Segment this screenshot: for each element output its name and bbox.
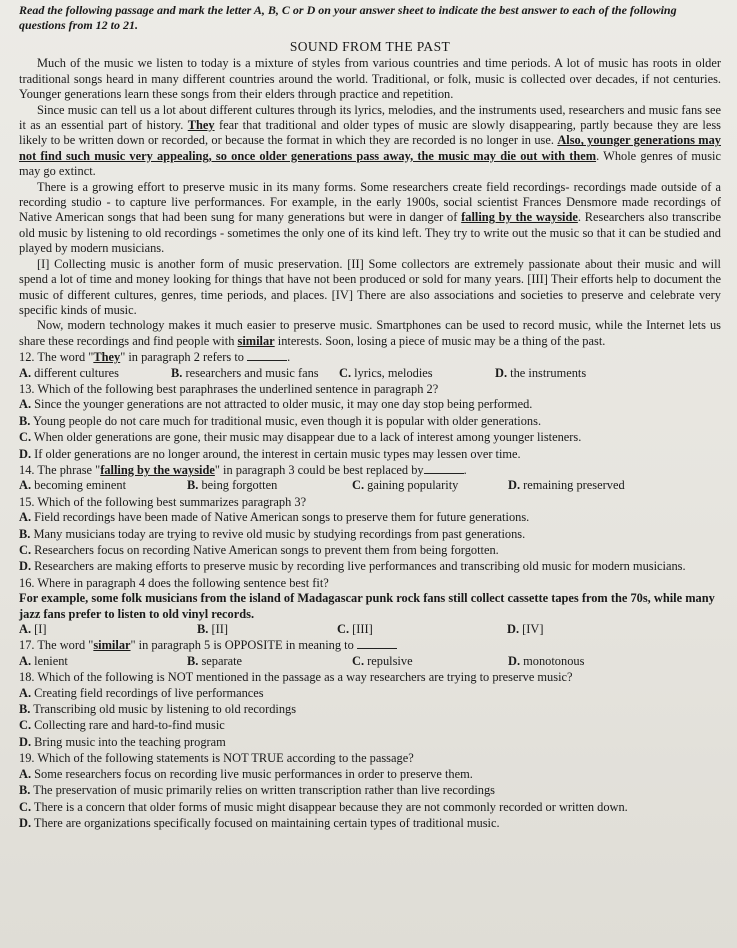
question-stem: .: [287, 350, 291, 365]
question-stem: " in paragraph 3 could be best replaced by: [214, 462, 424, 477]
question-12-options: [19, 366, 721, 381]
paragraph-3: [19, 180, 721, 257]
underlined-word-they: They: [187, 118, 215, 133]
question-14: [19, 463, 721, 478]
option-d[interactable]: D. monotonous: [508, 653, 585, 668]
insert-sentence: For example, some folk musicians from the island of Madagascar punk rock fans still collect cassette tapes from the 70s, while many jazz fans prefer to listen to old vinyl records.: [19, 591, 715, 621]
question-stem: 12. The word ": [19, 350, 94, 365]
answer-blank: [247, 350, 287, 361]
option-c[interactable]: C. gaining popularity: [352, 478, 459, 493]
paragraph-2-text: . Whole genres of music may go extinct.: [19, 148, 721, 179]
question-stem: 17. The word ": [19, 638, 94, 653]
option-b[interactable]: B. separate: [187, 653, 243, 668]
option-b[interactable]: B. [II]: [197, 622, 228, 637]
option-b[interactable]: B. Many musicians today are trying to revive old music by studying recordings from past generations.: [19, 526, 526, 541]
question-14-options: [19, 478, 721, 493]
paragraph-5-text: interests. Soon, losing a piece of music may be a thing of the past.: [274, 333, 606, 348]
question-17: [19, 638, 721, 653]
question-16: 16. Where in paragraph 4 does the following sentence best fit?: [19, 575, 329, 590]
option-a[interactable]: A. different cultures: [19, 365, 119, 380]
option-d[interactable]: D. the instruments: [495, 365, 587, 380]
paragraph-4: [I] Collecting music is another form of music preservation. [II] Some collectors are extremely passionate about their music and will spend a lot of time and money looking for things that have not been produced or sold for many years. [III] Their efforts help to document the music of different cultures, genres, time periods, and places. [IV] There are also associations and societies to preserve and celebrate very specific kinds of music.: [19, 256, 721, 317]
paragraph-2: [19, 103, 721, 180]
option-a[interactable]: A. [I]: [19, 622, 47, 637]
option-b[interactable]: B. being forgotten: [187, 478, 278, 493]
option-c[interactable]: C. There is a concern that older forms of music might disappear because they are not commonly recorded or written down.: [19, 799, 628, 814]
option-d[interactable]: D. Bring music into the teaching program: [19, 734, 226, 749]
question-15: 15. Which of the following best summarizes paragraph 3?: [19, 494, 307, 509]
option-a[interactable]: A. Field recordings have been made of Native American songs to preserve them for future generations.: [19, 510, 530, 525]
instructions: Read the following passage and mark the letter A, B, C or D on your answer sheet to indicate the best answer to each of the following questions from 12 to 21.: [19, 3, 677, 32]
option-b[interactable]: B. Transcribing old music by listening to old recordings: [19, 702, 297, 717]
paragraph-1: Much of the music we listen to today is a mixture of styles from various countries and time periods. A lot of music has roots in older traditional songs heard in many different countries around the world. Traditional, or folk, music is collected over decades, if not centuries. Younger generations learn these songs from their elders through practice and repetition.: [19, 56, 721, 102]
question-stem: .: [463, 462, 467, 477]
question-18: 18. Which of the following is NOT mentioned in the passage as a way researchers are trying to preserve music?: [19, 670, 573, 685]
paragraph-3-text: There is a growing effort to preserve music in its many forms. Some researchers create field recordings- recordings made outside of a recording studio - to capture live performances. For example, in the early 1900s, social scientist Frances Densmore made recordings of Native American songs that had been sung for many generations but were in danger of: [19, 179, 721, 225]
option-d[interactable]: D. [IV]: [507, 622, 544, 637]
question-stem: " in paragraph 2 refers to: [120, 350, 244, 365]
question-keyword: similar: [93, 638, 131, 653]
option-c[interactable]: C. Collecting rare and hard-to-find music: [19, 718, 225, 733]
answer-blank: [424, 463, 464, 474]
paragraph-5-text: Now, modern technology makes it much easier to preserve music. Smartphones can be used to record music, while the Internet lets us share these recordings and find people with: [19, 318, 721, 348]
question-keyword: They: [93, 350, 121, 365]
question-12: [19, 350, 721, 365]
option-c[interactable]: C. When older generations are gone, their music may disappear due to a lack of interest among younger listeners.: [19, 430, 582, 445]
option-a[interactable]: A. Some researchers focus on recording live music performances in order to preserve them.: [19, 766, 473, 781]
underlined-phrase: falling by the wayside: [461, 210, 578, 225]
question-17-options: [19, 654, 721, 669]
option-b[interactable]: B. The preservation of music primarily relies on written transcription rather than live recordings: [19, 783, 495, 798]
option-d[interactable]: D. There are organizations specifically focused on maintaining certain types of traditional music.: [19, 815, 500, 830]
option-a[interactable]: A. Creating field recordings of live performances: [19, 685, 264, 700]
option-a[interactable]: A. lenient: [19, 653, 68, 668]
option-c[interactable]: C. [III]: [337, 622, 373, 637]
question-stem: " in paragraph 5 is OPPOSITE in meaning to: [130, 638, 354, 653]
option-c[interactable]: C. Researchers focus on recording Native American songs to prevent them from being forgotten.: [19, 543, 499, 557]
underlined-sentence: Also, younger generations may not find such music very appealing, so once older generations pass away, the music may die out with them: [19, 133, 721, 163]
option-c[interactable]: C. repulsive: [352, 653, 413, 668]
paragraph-5: [19, 318, 721, 349]
underlined-word-similar: similar: [237, 333, 275, 348]
question-19: 19. Which of the following statements is NOT TRUE according to the passage?: [19, 751, 414, 766]
option-d[interactable]: D. If older generations are no longer around, the interest in certain music types may lessen over time.: [19, 446, 521, 461]
option-d[interactable]: D. Researchers are making efforts to preserve music by recording live performances and transcribing old music for modern musicians.: [19, 559, 686, 574]
option-a[interactable]: A. Since the younger generations are not attracted to older music, it may one day stop being performed.: [19, 397, 533, 412]
question-16-options: [19, 622, 721, 637]
option-b[interactable]: B. Young people do not care much for traditional music, even though it is popular with older generations.: [19, 413, 542, 428]
passage-title: SOUND FROM THE PAST: [289, 39, 451, 54]
option-c[interactable]: C. lyrics, melodies: [339, 365, 433, 380]
option-d[interactable]: D. remaining preserved: [508, 478, 625, 493]
answer-blank: [357, 638, 397, 649]
question-13: 13. Which of the following best paraphrases the underlined sentence in paragraph 2?: [19, 381, 439, 396]
question-stem: 14. The phrase ": [19, 462, 101, 477]
option-b[interactable]: B. researchers and music fans: [171, 365, 319, 380]
question-keyword: falling by the wayside: [100, 462, 215, 477]
paragraph-2-text: Since music can tell us a lot about different cultures through its lyrics, melodies, and the instruments used, researchers and music fans see it as an essential part of history.: [19, 102, 721, 133]
paragraph-3-text: . Researchers also transcribe old music by listening to old recordings - sometimes the only one of its kind left. They try to write out the music so that it can be studied and played by modern musicians.: [19, 210, 721, 256]
option-a[interactable]: A. becoming eminent: [19, 478, 127, 493]
paragraph-2-text: fear that traditional and older types of music are slowly disappearing, partly because they are less likely to be written down or recorded, or because the format in which they are recorded is no longer in use.: [19, 118, 721, 148]
